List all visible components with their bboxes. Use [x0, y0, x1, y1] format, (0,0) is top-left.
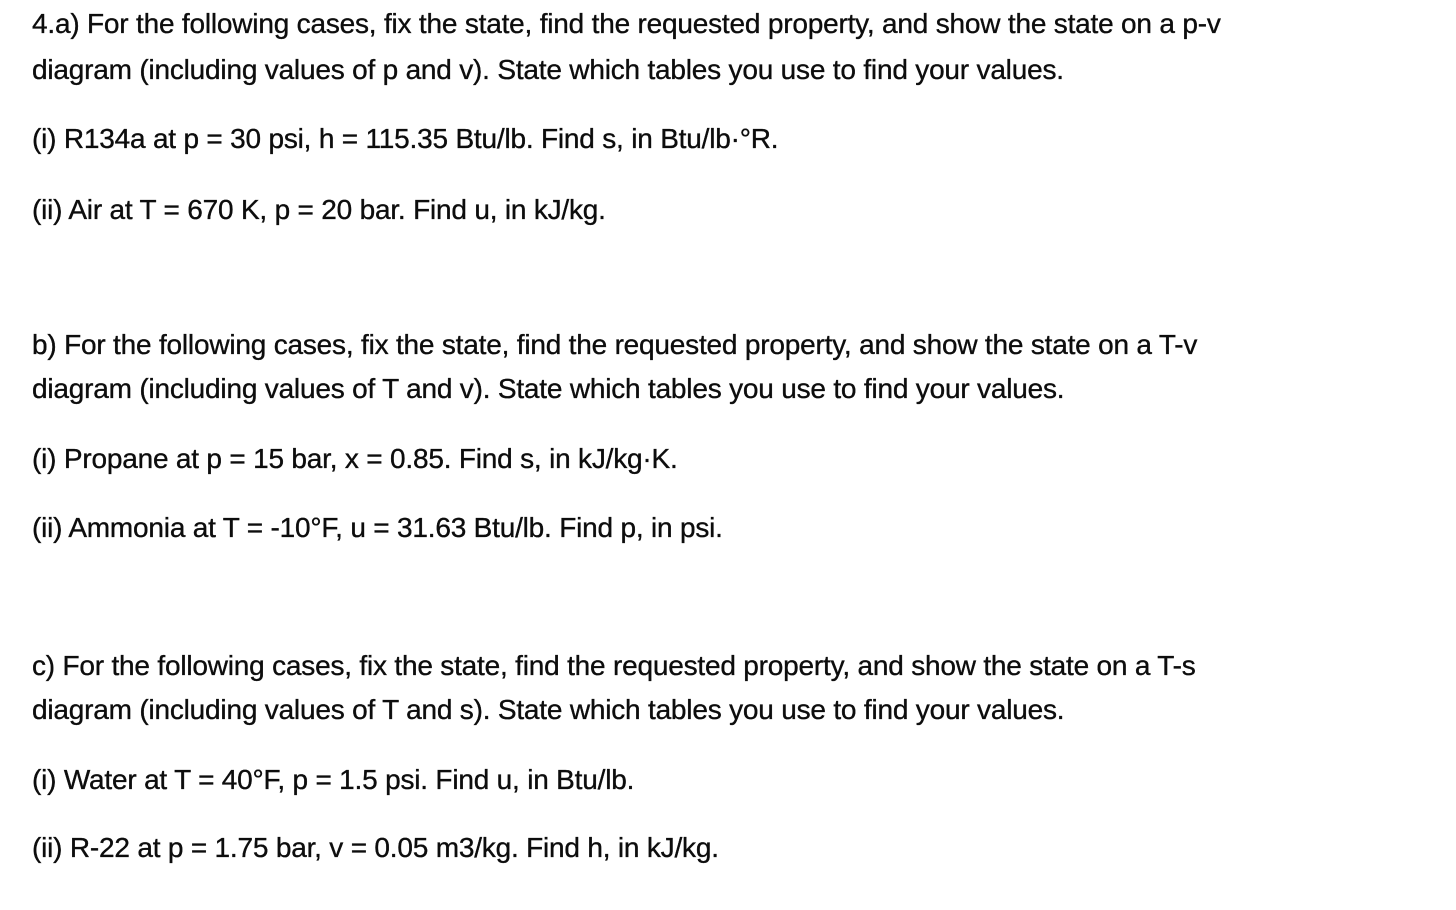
part-c-prompt-line-1: c) For the following cases, fix the state, find the requested property, and show the state on a T-s [32, 650, 1196, 681]
part-a-prompt-line-1: 4.a) For the following cases, fix the state, find the requested property, and show the state on a p-v [32, 8, 1221, 39]
part-a-case-ii: (ii) Air at T = 670 K, p = 20 bar. Find u, in kJ/kg. [32, 194, 606, 225]
part-b-case-i: (i) Propane at p = 15 bar, x = 0.85. Find s, in kJ/kg·K. [32, 443, 678, 474]
part-a-case-i: (i) R134a at p = 30 psi, h = 115.35 Btu/lb. Find s, in Btu/lb·°R. [32, 123, 779, 154]
part-c-prompt-line-2: diagram (including values of T and s). State which tables you use to find your values. [32, 694, 1065, 725]
part-b-prompt-line-2: diagram (including values of T and v). State which tables you use to find your values. [32, 373, 1065, 404]
part-c-case-ii: (ii) R-22 at p = 1.75 bar, v = 0.05 m3/kg. Find h, in kJ/kg. [32, 832, 719, 863]
part-b-case-ii: (ii) Ammonia at T = -10°F, u = 31.63 Btu/lb. Find p, in psi. [32, 512, 723, 543]
part-a-prompt-line-2: diagram (including values of p and v). State which tables you use to find your values. [32, 54, 1064, 85]
part-b-prompt-line-1: b) For the following cases, fix the state, find the requested property, and show the state on a T-v [32, 329, 1198, 360]
part-c-case-i: (i) Water at T = 40°F, p = 1.5 psi. Find u, in Btu/lb. [32, 764, 635, 795]
